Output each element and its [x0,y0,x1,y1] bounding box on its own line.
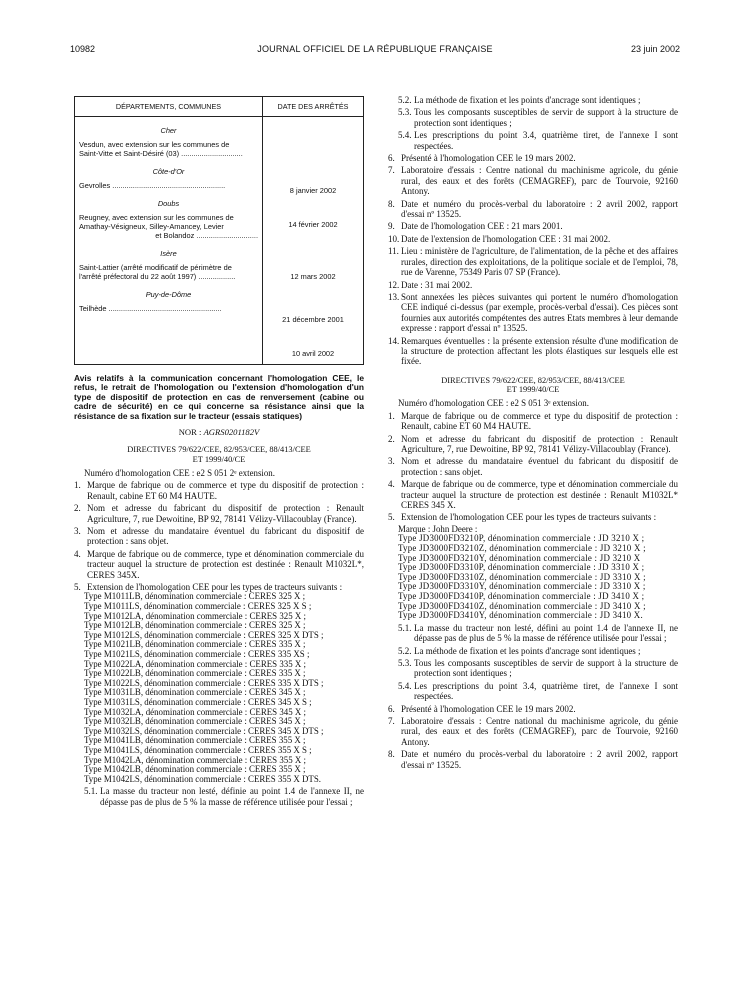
commune-line: l'arrêté préfectoral du 22 août 1997) .................. [79,272,236,281]
list-item: 11. Lieu : ministère de l'agriculture, de l'alimentation, de la pêche et des affaires rurales, direction des exploitations, de la politique sociale et de l'emploi, 78, rue de Varenne, 75349 Paris 07 SP (France). [388,246,678,278]
table-body [75,117,363,364]
arrete-date: 12 mars 2002 [290,272,336,281]
journal-title: JOURNAL OFFICIEL DE LA RÉPUBLIQUE FRANÇAISE [257,44,493,54]
sub-item: 5.4. Les prescriptions du point 3.4, quatrième tiret, de l'annexe I sont respectées. [398,680,678,702]
brand-line: Marque : John Deere : [398,523,478,534]
homologation-number: Numéro d'homologation CEE : e2 S 051 3ᵉ extension. [398,397,589,408]
dept-name: Puy-de-Dôme [145,290,192,299]
tractor-type: Type M1022LA, dénomination commerciale : CERES 335 X ; [84,658,306,669]
commune-line: Amathay-Vésigneux, Silley-Amancey, Levier [79,222,224,231]
tractor-type: Type JD3000FD3310Y, dénomination commerciale : JD 3310 X ; [398,581,646,592]
tractor-type: Type JD3000FD3310Z, dénomination commerciale : JD 3310 X ; [398,571,646,582]
list-item: 2. Nom et adresse du fabricant du dispositif de protection : Renault Agriculture, 7, rue Dewoitine, BP 92, 78141 Vélizy-Villacoublay (France). [74,503,364,524]
tractor-type: Type M1011LS, dénomination commerciale : CERES 325 X S ; [84,601,312,612]
directives-heading: DIRECTIVES 79/622/CEE, 82/953/CEE, 88/413/CEE ET 1999/40/CE [127,445,311,465]
dept-name: Doubs [157,199,180,208]
col-header-dates: DATE DES ARRÊTÉS [277,102,349,111]
col-header-communes: DÉPARTEMENTS, COMMUNES [75,97,263,116]
page-header [70,44,680,58]
list-item: 7. Laboratoire d'essais : Centre national du machinisme agricole, du génie rural, des eaux et des forêts (CEMAGREF), parc de Tourvoie, 92160 Antony. [388,165,678,197]
arrete-date: 14 février 2002 [288,220,338,229]
communes-cell [75,117,263,364]
tractor-type: Type M1031LS, dénomination commerciale : CERES 345 X S ; [84,697,312,708]
tractor-type: Type M1041LS, dénomination commerciale : CERES 355 X S ; [84,744,312,755]
list-item: 10. Date de l'extension de l'homologation CEE : 31 mai 2002. [388,233,611,244]
tractor-type: Type JD3000FD3210Z, dénomination commerciale : JD 3210 X ; [398,542,646,553]
dept-name: Cher [160,126,177,135]
tractor-type: Type M1022LS, dénomination commerciale : CERES 335 X DTS ; [84,677,324,688]
commune-line: Saint-Vitte et Saint-Désiré (03) .............................. [79,149,243,158]
list-item: 5. Extension de l'homologation CEE pour les types de tracteurs suivants : [388,512,657,523]
arrete-date: 8 janvier 2002 [289,186,337,195]
list-item: 8. Date et numéro du procès-verbal du laboratoire : 2 avril 2002, rapport d'essai nº 13525. [388,198,678,220]
list-item: 1. Marque de fabrique ou de commerce et type du dispositif de protection : Renault, cabine ET 60 M4 HAUTE. [388,410,678,432]
list-item: 9. Date de l'homologation CEE : 21 mars 2001. [388,221,563,232]
tractor-type: Type M1032LS, dénomination commerciale : CERES 345 X DTS ; [84,725,324,736]
tractor-type: Type M1021LB, dénomination commerciale : CERES 335 X ; [84,639,306,650]
sub-item: 5.3. Tous les composants susceptibles de servir de support à la structure de protection sont identiques ; [398,107,678,128]
tractor-type: Type JD3000FD3210Y, dénomination commerciale : JD 3210 X [398,552,641,563]
tractor-type: Type JD3000FD3410P, dénomination commerciale : JD 3410 X ; [398,590,645,601]
sub-item: 5.2. La méthode de fixation et les points d'ancrage sont identiques ; [398,95,641,105]
list-item: 2. Nom et adresse du fabricant du dispositif de protection : Renault Agriculture, 7, rue Dewoitine, BP 92, 78141 Vélizy-Villacoublay (France). [388,433,678,454]
tractor-type: Type JD3000FD3410Z, dénomination commerciale : JD 3410 X ; [398,600,646,611]
tractor-type: Type M1032LA, dénomination commerciale : CERES 345 X ; [84,706,306,717]
homologation-number: Numéro d'homologation CEE : e2 S 051 2ᵉ extension. [84,467,275,478]
list-item: 14. Remarques éventuelles : la présente extension résulte d'une modification de la structure de protection affectant les plots élastiques sur lesquels elle est fixée. [388,335,678,367]
arrete-date: 10 avril 2002 [291,349,335,358]
commune-line: Saint-Lattier (arrêté modificatif de périmètre de [79,263,232,272]
sub-item: 5.3. Tous les composants susceptibles de servir de support à la structure de protection sont identiques ; [398,657,678,679]
list-item: 6. Présenté à l'homologation CEE le 19 mars 2002. [388,153,576,164]
list-item: 4. Marque de fabrique ou de commerce, type et dénomination commerciale du tracteur auquel la structure de protection est destinée : Renault M1032L*, CERES 345X. [74,548,364,580]
list-item: 7. Laboratoire d'essais : Centre national du machinisme agricole, du génie rural, des eaux et des forêts (CEMAGREF), parc de Tourvoie, 92160 Antony. [388,715,678,747]
tractor-type: Type M1041LB, dénomination commerciale : CERES 355 X ; [84,735,306,746]
commune-line: Teilhède ....................................................... [79,304,222,313]
nor-code: AGRS0201182V [203,427,260,438]
list-item: 3. Nom et adresse du mandataire éventuel du fabricant du dispositif de protection : sans objet. [74,526,364,547]
left-column [74,96,364,807]
arrete-date: 21 décembre 2001 [282,315,344,324]
sub-item: 5.4. Les prescriptions du point 3.4, quatrième tiret, de l'annexe I sont respectées. [398,130,678,151]
tractor-type: Type M1021LS, dénomination commerciale : CERES 335 XS ; [84,649,310,660]
tractor-type: Type M1012LB, dénomination commerciale : CERES 325 X ; [84,620,306,631]
dept-name: Côte-d'Or [152,167,185,176]
tractor-type: Type JD3000FD3410Y, dénomination commerciale : JD 3410 X. [398,610,643,621]
sub-item: 5.2. La méthode de fixation et les points d'ancrage sont identiques ; [398,645,641,656]
list-item: 13. Sont annexées les pièces suivantes qui portent le numéro d'homologation CEE indiqué ci-dessus (par exemple, procès-verbal d'essai). Ces pièces sont fournies aux autorités compétentes des autres Etats membres à leur demande expresse : rapport d'essai nº 13525. [388,291,678,334]
right-column [388,95,678,770]
nor-line: NOR : AGRS0201182V [178,427,260,438]
sub-item: 5.1. La masse du tracteur non lesté, défini au point 1.4 de l'annexe II, ne dépasse pas de plus de 5 % la masse de référence utilisée pour l'essai ; [398,622,678,644]
tractor-type: Type M1011LB, dénomination commerciale : CERES 325 X ; [84,591,306,602]
dept-name: Isère [160,249,177,258]
list-item: 5. Extension de l'homologation CEE pour les types de tracteurs suivants : [74,582,343,593]
list-item: 8. Date et numéro du procès-verbal du laboratoire : 2 avril 2002, rapport d'essai nº 13525. [388,749,678,770]
tractor-type: Type M1031LB, dénomination commerciale : CERES 345 X ; [84,687,306,698]
tractor-type: Type M1032LB, dénomination commerciale : CERES 345 X ; [84,716,306,727]
commune-line: Gevrolles ....................................................... [79,181,226,190]
tractor-type: Type M1012LS, dénomination commerciale : CERES 325 X DTS ; [84,629,324,640]
commune-line: Vesdun, avec extension sur les communes de [79,140,230,149]
tractor-type: Type M1022LB, dénomination commerciale : CERES 335 X ; [84,668,306,679]
tractor-type: Type M1012LA, dénomination commerciale : CERES 325 X ; [84,610,306,621]
commune-line: et Bolandoz .............................. [155,231,258,240]
list-item: 6. Présenté à l'homologation CEE le 19 mars 2002. [388,703,576,714]
avis-title: Avis relatifs à la communication concernant l'homologation CEE, le refus, le retrait de l'homologation ou l'extension d'homologation d'un type de dispositif de protection en cas de renversement (cabine ou cadre de sécurité) en ce qui concerne sa résistance ainsi que la résistance de sa fixation sur le tracteur (essais statiques) [74,373,364,421]
table-header [75,97,363,117]
list-item: 12. Date : 31 mai 2002. [388,279,473,290]
tractor-type: Type JD3000FD3210P, dénomination commerciale : JD 3210 X ; [398,533,645,544]
dates-cell [263,117,363,364]
communes-table [74,96,364,365]
list-item: 4. Marque de fabrique ou de commerce, type et dénomination commerciale du tracteur auquel la structure de protection est destinée : Renault M1032L* CERES 345 X. [388,479,678,510]
list-item: 3. Nom et adresse du mandataire éventuel du fabricant du dispositif de protection : sans objet. [388,456,678,477]
list-item: 1. Marque de fabrique ou de commerce et type du dispositif de protection : Renault, cabine ET 60 M4 HAUTE. [74,480,364,501]
tractor-type: Type M1042LS, dénomination commerciale : CERES 355 X DTS. [84,773,322,784]
commune-line: Reugney, avec extension sur les communes de [79,213,234,222]
sub-item: 5.1. La masse du tracteur non lesté, définie au point 1.4 de l'annexe II, ne dépasse pas de plus de 5 % la masse de référence utilisée pour l'essai ; [84,786,364,807]
directives-heading: DIRECTIVES 79/622/CEE, 82/953/CEE, 88/413/CEE ET 1999/40/CE [441,375,625,395]
tractor-type: Type JD3000FD3310P, dénomination commerciale : JD 3310 X ; [398,562,645,573]
page-number: 10982 [70,44,96,54]
tractor-type: Type M1042LB, dénomination commerciale : CERES 355 X ; [84,764,306,775]
tractor-type: Type M1042LA, dénomination commerciale : CERES 355 X ; [84,754,306,765]
issue-date: 23 juin 2002 [630,44,680,54]
